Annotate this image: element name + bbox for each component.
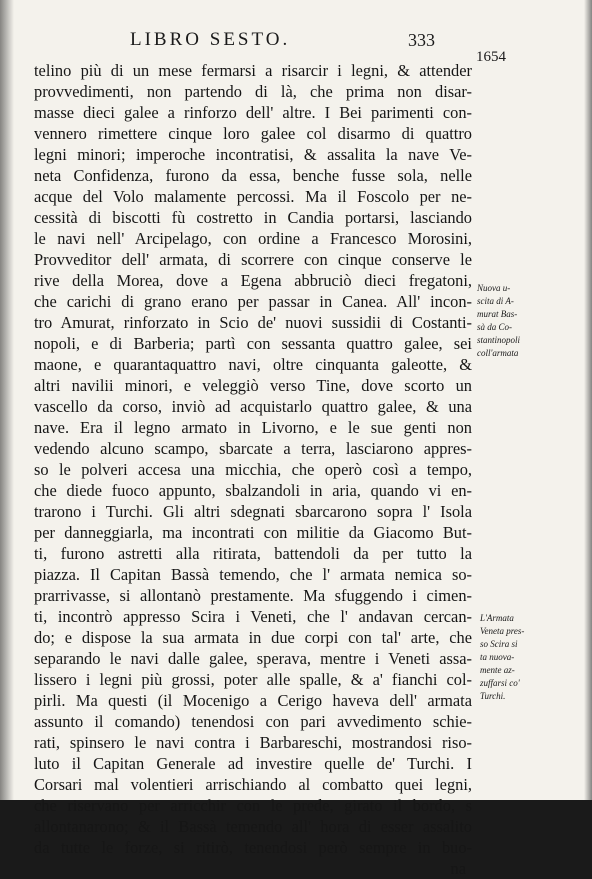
text-line: pirli. Ma questi (il Mocenigo a Cerigo haveva dell' armata [34,691,472,710]
text-line: cessità di biscotti fù costretto in Candia portarsi, lasciando [34,208,472,227]
text-line: rive della Morea, dove a Egena abbruciò dieci fregatoni, [34,271,472,290]
text-line: Corsari mal volentieri arrischiando al combatto quei legni, [34,775,472,794]
text-line: per danneggiarla, ma incontrati con militie da Giacomo But- [34,523,472,542]
text-line: Provveditor dell' armata, di scorrere con cinque conserve le [34,250,472,269]
margin-note-1 [477,282,557,360]
margin-note-line: Veneta pres- [480,626,525,636]
margin-note-line: sà da Co- [477,322,513,332]
margin-note-line: mente az- [480,665,515,675]
text-line: maone, e quarantaquattro navi, oltre cinquanta galeotte, & [34,355,472,374]
margin-note-line: L'Armata [480,613,514,623]
text-line: prarrivasse, si allontanò prestamente. Ma sfuggendo i cimen- [34,586,472,605]
body-text [34,60,474,879]
margin-note-2 [480,612,560,703]
text-line: vennero rimettere cinque loro galee col disarmo di quattro [34,124,472,143]
text-line: provvedimenti, non partendo di là, che prima non disar- [34,82,472,101]
text-line: ti, furono astretti alla ritirata, battendoli da per tutto la [34,544,472,563]
text-line: ti, incontrò appresso Scira i Veneti, che l' andavan cercan- [34,607,472,626]
text-line: telino più di un mese fermarsi a risarcir i legni, & attender [34,61,472,80]
text-line: legni minori; imperoche incontratisi, & assalita la nave Ve- [34,145,472,164]
text-line: vedendo alcuno scampo, sbarcate a terra, lasciarono appres- [34,439,472,458]
margin-note-line: coll'armata [477,348,519,358]
margin-note-line: so Scira si [480,639,518,649]
text-line: piazza. Il Capitan Bassà temendo, che l' armata nemica so- [34,565,472,584]
text-line: masse dieci galee a rinforzo dell' altre. I Bei parimenti con- [34,103,472,122]
margin-note-line: zuffarsi co' [480,678,520,688]
text-line: allontanarono; & il Bassà temendo all' hora di esser assalito [34,817,472,836]
text-line: le navi nell' Arcipelago, con ordine a Francesco Morosini, [34,229,472,248]
text-line: tro Amurat, rinforzato in Scio de' nuovi sussidii di Costanti- [34,313,472,332]
text-line: so le polveri accesa una micchia, che operò così a tempo, [34,460,472,479]
text-line: lissero i legni più grossi, poter alle spalle, & a' fianchi col- [34,670,472,689]
text-line: neta Confidenza, furono da essa, benche fusse sola, nelle [34,166,472,185]
margin-year: 1654 [476,49,506,65]
text-line: altri navilii minori, e veleggiò verso Tine, dove scorto un [34,376,472,395]
text-line: vascello da corso, inviò ad acquistarlo quattro galee, & una [34,397,472,416]
text-line: rati, spinsero le navi contra i Barbareschi, mostrandosi riso- [34,733,472,752]
text-line: che diede fuoco appunto, sbalzandoli in aria, quando vi en- [34,481,472,500]
margin-note-line: stantinopoli [477,335,521,345]
text-line: acque del Volo malamente percossi. Ma il Foscolo per ne- [34,187,472,206]
catchword: na [450,859,466,878]
margin-note-line: murat Bas- [477,309,518,319]
text-line: nave. Era il legno armato in Livorno, e le sue genti non [34,418,472,437]
text-line: da tutte le forze, si ritirò, tenendosi però sempre in buo- [34,838,472,857]
text-line: do; e dispose la sua armata in due corpi con tal' arte, che [34,628,472,647]
margin-note-line: scita di A- [477,296,514,306]
page-number: 333 [408,30,435,50]
running-title: LIBRO SESTO. [130,29,291,50]
page-gutter-shadow [0,0,14,800]
margin-note-line: ta nuova- [480,652,515,662]
text-line: che carichi di grano erano per passar in Canea. All' incon- [34,292,472,311]
text-line: luto il Capitan Generale ad investire quelle de' Turchi. I [34,754,472,773]
text-line: nopoli, e di Barberia; partì con sessanta quattro galee, sei [34,334,472,353]
margin-note-line: Turchi. [480,691,506,701]
text-line: che riservano per arricchir con le prede, girato il bordo, s [34,796,472,815]
text-line: assunto il comando) tenendosi con pari avvedimento schie- [34,712,472,731]
text-line: separando le navi dalle galee, sperava, mentre i Veneti assa- [34,649,472,668]
margin-note-line: Nuova u- [477,283,511,293]
page-edge-shadow [584,0,592,800]
text-line: trarono i Turchi. Gli altri sdegnati sbarcarono sopra l' Isola [34,502,472,521]
